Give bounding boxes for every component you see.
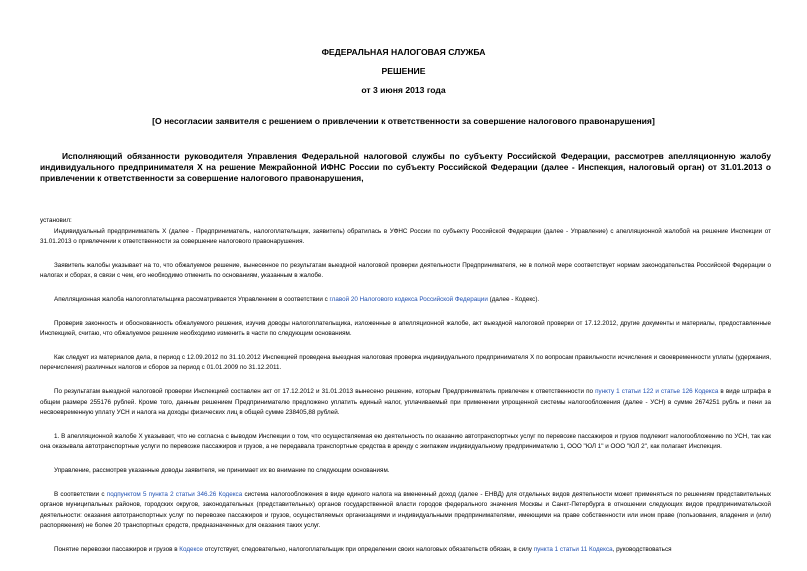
paragraph-6 (40, 387, 771, 419)
document-body (40, 216, 771, 555)
paragraph-6-text-b: в виде штрафа в общем размере 255176 рублей. Кроме того, данным решением Предпринимателю предложено уплатить единый налог, уплачиваемый при применении упрощенной системы налогообложения (далее - УСН) в сумме 2674251 рубль и пени за несвоевременную уплату УСН и налога на доходы физических лиц в общей сумме 238405,88 рублей. (40, 387, 771, 417)
paragraph-4: Проверив законность и обоснованность обжалуемого решения, изучив доводы налогоплательщика, изложенные в апелляционной жалобе, акт выездной налоговой проверки от 17.12.2012, другие документы и материалы, предоставленные Инспекцией, считаю, что обжалуемое решение необходимо изменить в части по следующим основаниям. (40, 319, 771, 338)
paragraph-1: Индивидуальный предприниматель Х (далее - Предприниматель, налогоплательщик, заявитель) обратилась в УФНС России по субъекту Российской Федерации (далее - Управление) с апелляционной жалобой на решение Инспекции от 31.01.2013 о привлечении к ответственности за совершение налогового правонарушения. (40, 227, 771, 246)
agency-title: ФЕДЕРАЛЬНАЯ НАЛОГОВАЯ СЛУЖБА (321, 47, 486, 57)
document-subject: [О несогласии заявителя с решением о привлечении к ответственности за совершение налогового правонарушения] (152, 116, 655, 126)
intro-paragraph: Исполняющий обязанности руководителя Управления Федеральной налоговой службы по субъекту Российской Федерации, рассмотрев апелляционную жалобу индивидуального предпринимателя Х на решение Межрайонной ИФНС России по субъекту Российской Федерации (далее - Инспекция, налоговый орган) от 31.01.2013 о привлечении к ответственности за совершение налогового правонарушения, (40, 151, 771, 183)
paragraph-8: Управление, рассмотрев указанные доводы заявителя, не принимает их во внимание по следующим основаниям. (54, 466, 390, 474)
link-article-122-126[interactable]: пункту 1 статьи 122 и статье 126 Кодекса (595, 387, 719, 395)
document-type: РЕШЕНИЕ (381, 66, 426, 76)
link-article-346-26[interactable]: подпунктом 5 пункта 2 статьи 346.26 Кодекса (106, 490, 243, 498)
paragraph-6-text-a: По результатам выездной налоговой проверки Инспекцией составлен акт от 17.12.2012 и 31.01.2013 вынесено решение, которым Предприниматель привлечен к ответственности по (54, 387, 596, 395)
document-date: от 3 июня 2013 года (361, 85, 446, 95)
paragraph-10-text-b: отсутствует, следовательно, налогоплательщик при определении своих налоговых обязательств обязан, в силу (202, 545, 534, 553)
link-article-11[interactable]: пункта 1 статьи 11 Кодекса (533, 545, 613, 553)
paragraph-2: Заявитель жалобы указывает на то, что обжалуемое решение, вынесенное по результатам выездной налоговой проверки деятельности Предпринимателя, не в полной мере соответствует нормам законодательства Российской Федерации о налогах и сборах, в связи с чем, его необходимо отменить по основаниям, указанным в жалобе. (40, 261, 771, 280)
paragraph-3-text-b: (далее - Кодекс). (487, 295, 540, 303)
paragraph-9-text-b: система налогообложения в виде единого налога на вмененный доход (далее - ЕНВД) для отдельных видов деятельности может применяться по решениям представительных органов муниципальных районов, городских округов, законодательных (представительных) органов государственной власти городов федерального значения Москвы и Санкт-Петербурга в отношении следующих видов предпринимательской деятельности: оказания автотранспортных услуг по перевозке пассажиров и грузов, осуществляемых организациями и индивидуальными предпринимателями, имеющими на праве собственности или ином праве (пользования, владения и (или) распоряжения) не более 20 транспортных средств, предназначенных для оказания таких услуг. (40, 490, 771, 530)
paragraph-3 (40, 295, 771, 306)
link-chapter-20[interactable]: главой 20 Налогового кодекса Российской Федерации (329, 295, 488, 303)
ustanovil-label: установил: (40, 217, 72, 224)
paragraph-3-text-a: Апелляционная жалоба налогоплательщика рассматривается Управлением в соответствии с (54, 295, 330, 303)
link-kodeks[interactable]: Кодексе (179, 545, 203, 553)
paragraph-10 (40, 545, 771, 556)
paragraph-10-text-a: Понятие перевозки пассажиров и грузов в (54, 545, 180, 553)
paragraph-9 (40, 490, 771, 532)
paragraph-10-text-c: , руководствоваться (612, 545, 672, 553)
paragraph-7: 1. В апелляционной жалобе Х указывает, что не согласна с выводом Инспекции о том, что осуществляемая ею деятельность по оказанию автотранспортных услуг по перевозке пассажиров и грузов подлежит налогообложению по УСН, так как она оказывала автотранспортные услуги по перевозке пассажиров и грузов, а не передавала транспортные средства в аренду с экипажем индивидуальному предпринимателю 1, ООО "ЮЛ 1" и ООО "ЮЛ 2", как полагает Инспекция. (40, 432, 771, 451)
paragraph-5: Как следует из материалов дела, в период с 12.09.2012 по 31.10.2012 Инспекцией проведена выездная налоговая проверка индивидуального предпринимателя Х по вопросам правильности исчисления и своевременности уплаты (удержания, перечисления) различных налогов и сборов за период с 01.01.2009 по 31.12.2011. (40, 353, 771, 372)
paragraph-9-text-a: В соответствии с (54, 490, 107, 498)
